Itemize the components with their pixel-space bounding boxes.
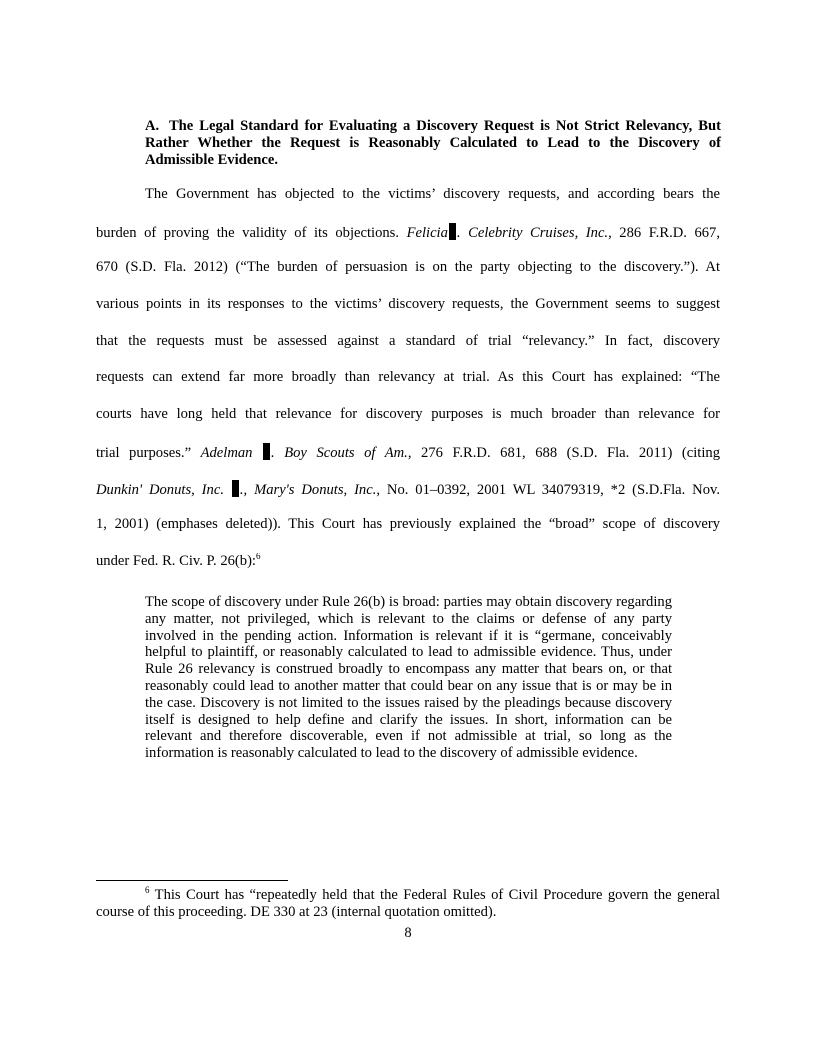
body-text: No. 01–0392, 2001 WL 34079319, *2 (S.D.Fla. Nov. [380,481,720,498]
footnote-reference: 6 [256,552,261,561]
block-quote: The scope of discovery under Rule 26(b) is broad: parties may obtain discovery regarding any matter, not privileged, which is relevant to the claims or defense of any party involved in the pending action. Information is relevant if it is “germane, conceivably helpful to plaintiff, or reasonably calculated to lead to admissible evidence. Thus, under Rule 26 relevancy is construed broadly to encompass any matter that bears on, or that reasonably could lead to another matter that could bear on any issue that is or may be in the case. Discovery is not limited to the issues raised by the pleadings because discovery itself is designed to help define and clarify the issues. In short, information can be relevant and therefore discoverable, even if not admissible at trial, so long as the information is reasonably calculated to lead to the discovery of admissible evidence. [145,594,672,762]
body-line [96,186,720,223]
footnote-text: This Court has “repeatedly held that the Federal Rules of Civil Procedure govern the general course of this proceeding. DE 330 at 23 (internal quotation omitted). [96,887,720,920]
body-line [96,223,720,260]
body-line [96,333,720,370]
footnote-indent [96,887,150,903]
section-letter: A. [145,118,160,134]
case-citation: Adelman [200,444,253,461]
footnote-number: 6 [145,885,150,895]
body-line [96,296,720,333]
case-citation: Dunkin' Donuts, Inc. [96,481,224,498]
body-text: , 286 F.R.D. 667, [608,224,720,241]
footnote [96,887,720,921]
case-citation: ., Mary's Donuts, Inc., [239,481,381,498]
body-line [96,369,720,406]
redaction-mark [449,223,456,240]
case-citation: . Boy Scouts of Am. [271,444,408,461]
body-text: , 276 F.R.D. 681, 688 (S.D. Fla. 2011) (citing [407,444,720,461]
body-text: burden of proving the validity of its objections. [96,224,407,241]
page-number: 8 [404,925,412,941]
body-text: under Fed. R. Civ. P. 26(b): [96,552,256,569]
body-text: The Government has objected to the victims’ discovery requests, and according bears the [145,186,720,202]
body-text: requests can extend far more broadly than relevancy at trial. As this Court has explained: “The [96,369,720,386]
body-text: courts have long held that relevance for discovery purposes is much broader than relevance for [96,406,720,423]
body-paragraph [96,186,720,590]
body-text: 670 (S.D. Fla. 2012) (“The burden of persuasion is on the party objecting to the discovery.”). At [96,259,720,276]
body-line [96,480,720,517]
redaction-mark [263,443,270,460]
body-line [96,259,720,296]
body-line [96,406,720,443]
body-text: 1, 2001) (emphases deleted)). This Court has previously explained the “broad” scope of discovery [96,516,720,533]
section-heading-text: The Legal Standard for Evaluating a Discovery Request is Not Strict Relevancy, But Rather Whether the Request is Reasonably Calculated to Lead to the Discovery of Admissible Evidence. [145,118,721,168]
body-line [96,443,720,480]
body-text: that the requests must be assessed against a standard of trial “relevancy.” In fact, discovery [96,332,720,349]
body-line [96,516,720,553]
case-citation: Felicia [406,224,448,241]
case-citation: . Celebrity Cruises, Inc. [456,224,609,241]
footnote-divider [96,880,288,881]
body-line [96,553,720,590]
body-text: various points in its responses to the victims’ discovery requests, the Government seems to suggest [96,296,720,313]
body-text: trial purposes.” [96,444,201,461]
redaction-mark [232,480,239,497]
section-heading [145,118,721,169]
